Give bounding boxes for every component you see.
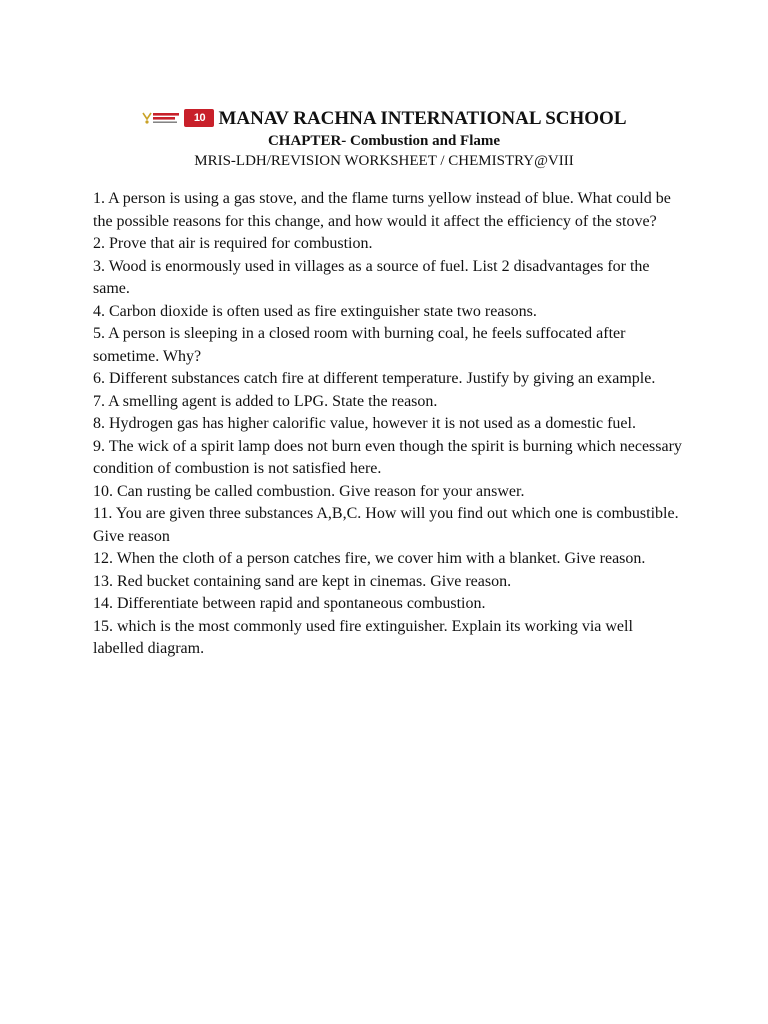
chapter-title: CHAPTER- Combustion and Flame [267, 133, 501, 149]
question-item: 6. Different substances catch fire at different temperature. Justify by giving an example. [93, 370, 656, 387]
question-item: 5. A person is sleeping in a closed room with burning coal, he feels suffocated after sometime. Why? [93, 325, 626, 365]
worksheet-code: MRIS-LDH/REVISION WORKSHEET / CHEMISTRY@VIII [194, 153, 574, 169]
question-item: 1. A person is using a gas stove, and the flame turns yellow instead of blue. What could be the possible reasons for this change, and how would it affect the efficiency of the stove? [93, 190, 671, 230]
question-item: 12. When the cloth of a person catches fire, we cover him with a blanket. Give reason. [93, 550, 646, 567]
question-item: 9. The wick of a spirit lamp does not burn even though the spirit is burning which necessary condition of combustion is not satisfied here. [93, 437, 682, 477]
manav-rachna-logo [141, 109, 181, 127]
school-logos [141, 109, 214, 127]
question-item: 2. Prove that air is required for combustion. [93, 235, 373, 252]
question-item: 8. Hydrogen gas has higher calorific value, however it is not used as a domestic fuel. [93, 415, 636, 432]
school-name: MANAV RACHNA INTERNATIONAL SCHOOL [218, 108, 627, 129]
question-item: 7. A smelling agent is added to LPG. State the reason. [93, 392, 438, 410]
ten-years-logo: 10 [184, 109, 214, 127]
question-list [93, 188, 683, 661]
title-row [0, 108, 768, 130]
question-item: 13. Red bucket containing sand are kept in cinemas. Give reason. [93, 572, 512, 590]
question-item: 15. which is the most commonly used fire extinguisher. Explain its working via well labelled diagram. [93, 617, 633, 657]
question-item: 14. Differentiate between rapid and spontaneous combustion. [93, 595, 486, 612]
worksheet-header [0, 108, 768, 170]
question-item: 4. Carbon dioxide is often used as fire extinguisher state two reasons. [93, 302, 537, 320]
question-item: 3. Wood is enormously used in villages as a source of fuel. List 2 disadvantages for the same. [93, 257, 650, 297]
question-item: 11. You are given three substances A,B,C. How will you find out which one is combustible. Give reason [93, 505, 679, 545]
question-item: 10. Can rusting be called combustion. Give reason for your answer. [93, 482, 525, 500]
